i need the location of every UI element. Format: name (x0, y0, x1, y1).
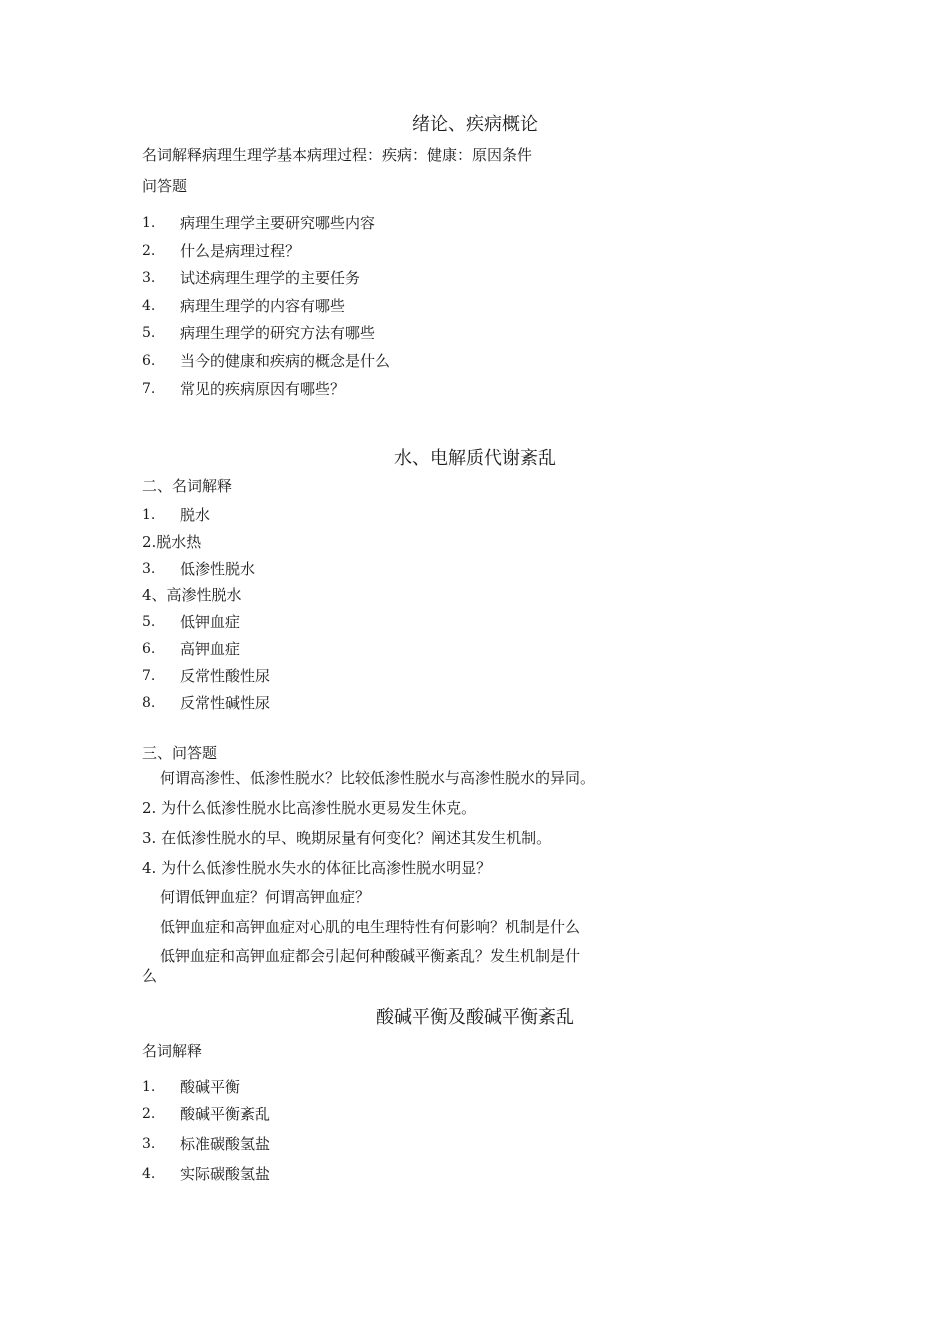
item-number: 1. (142, 507, 156, 523)
item-text: 标准碳酸氢盐 (180, 1135, 271, 1153)
item-text: 酸碱平衡紊乱 (180, 1105, 271, 1123)
list-item: 4. 为什么低渗性脱水失水的体征比高渗性脱水明显？ (142, 859, 492, 877)
item-number: 6. (142, 641, 156, 657)
item-number: 5. (142, 325, 156, 341)
section-title-water-electrolyte: 水、电解质代谢紊乱 (394, 448, 556, 469)
item-number: 7. (142, 381, 156, 397)
item-text: 试述病理生理学的主要任务 (180, 269, 361, 287)
item-text: 低钾血症 (180, 613, 241, 631)
item-number: 5. (142, 614, 156, 630)
item-number: 4. (142, 298, 156, 314)
item-text: 2.脱水热 (142, 533, 202, 551)
terms-line: 名词解释病理生理学基本病理过程：疾病：健康：原因条件 (142, 146, 533, 164)
list-item: 何谓高渗性、低渗性脱水？比较低渗性脱水与高渗性脱水的异同。 (160, 769, 596, 787)
terms-heading: 二、名词解释 (142, 477, 233, 495)
item-text: 酸碱平衡 (180, 1078, 241, 1096)
terms-heading: 名词解释 (142, 1042, 203, 1060)
item-text: 高钾血症 (180, 640, 241, 658)
section-title-acid-base: 酸碱平衡及酸碱平衡紊乱 (376, 1007, 574, 1028)
qa-heading: 问答题 (142, 177, 188, 195)
item-number: 8. (142, 695, 156, 711)
section-title-introduction: 绪论、疾病概论 (412, 114, 538, 135)
item-text: 什么是病理过程？ (180, 242, 301, 260)
list-item: 2. 为什么低渗性脱水比高渗性脱水更易发生休克。 (142, 799, 477, 817)
item-text: 反常性碱性尿 (180, 694, 271, 712)
item-number: 2. (142, 243, 156, 259)
list-item: 低钾血症和高钾血症对心肌的电生理特性有何影响？机制是什么 (160, 918, 581, 936)
item-text: 脱水 (180, 506, 211, 524)
item-text: 病理生理学主要研究哪些内容 (180, 214, 376, 232)
item-number: 3. (142, 270, 156, 286)
item-number: 3. (142, 561, 156, 577)
item-number: 2. (142, 1106, 156, 1122)
list-item-continuation: 么 (142, 967, 158, 985)
item-text: 当今的健康和疾病的概念是什么 (180, 352, 391, 370)
list-item: 3. 在低渗性脱水的早、晚期尿量有何变化？阐述其发生机制。 (142, 829, 552, 847)
item-text: 常见的疾病原因有哪些？ (180, 380, 346, 398)
item-text: 病理生理学的研究方法有哪些 (180, 324, 376, 342)
qa-heading: 三、问答题 (142, 744, 218, 762)
item-number: 1. (142, 1079, 156, 1095)
item-number: 4. (142, 1166, 156, 1182)
list-item: 低钾血症和高钾血症都会引起何种酸碱平衡紊乱？发生机制是什 (160, 947, 581, 965)
item-text: 低渗性脱水 (180, 560, 256, 578)
item-text: 实际碳酸氢盐 (180, 1165, 271, 1183)
list-item: 何谓低钾血症？何谓高钾血症？ (160, 888, 371, 906)
item-number: 6. (142, 353, 156, 369)
item-text: 病理生理学的内容有哪些 (180, 297, 346, 315)
item-text: 反常性酸性尿 (180, 667, 271, 685)
item-text: 4、高渗性脱水 (142, 586, 242, 604)
item-number: 7. (142, 668, 156, 684)
item-number: 3. (142, 1136, 156, 1152)
item-number: 1. (142, 215, 156, 231)
